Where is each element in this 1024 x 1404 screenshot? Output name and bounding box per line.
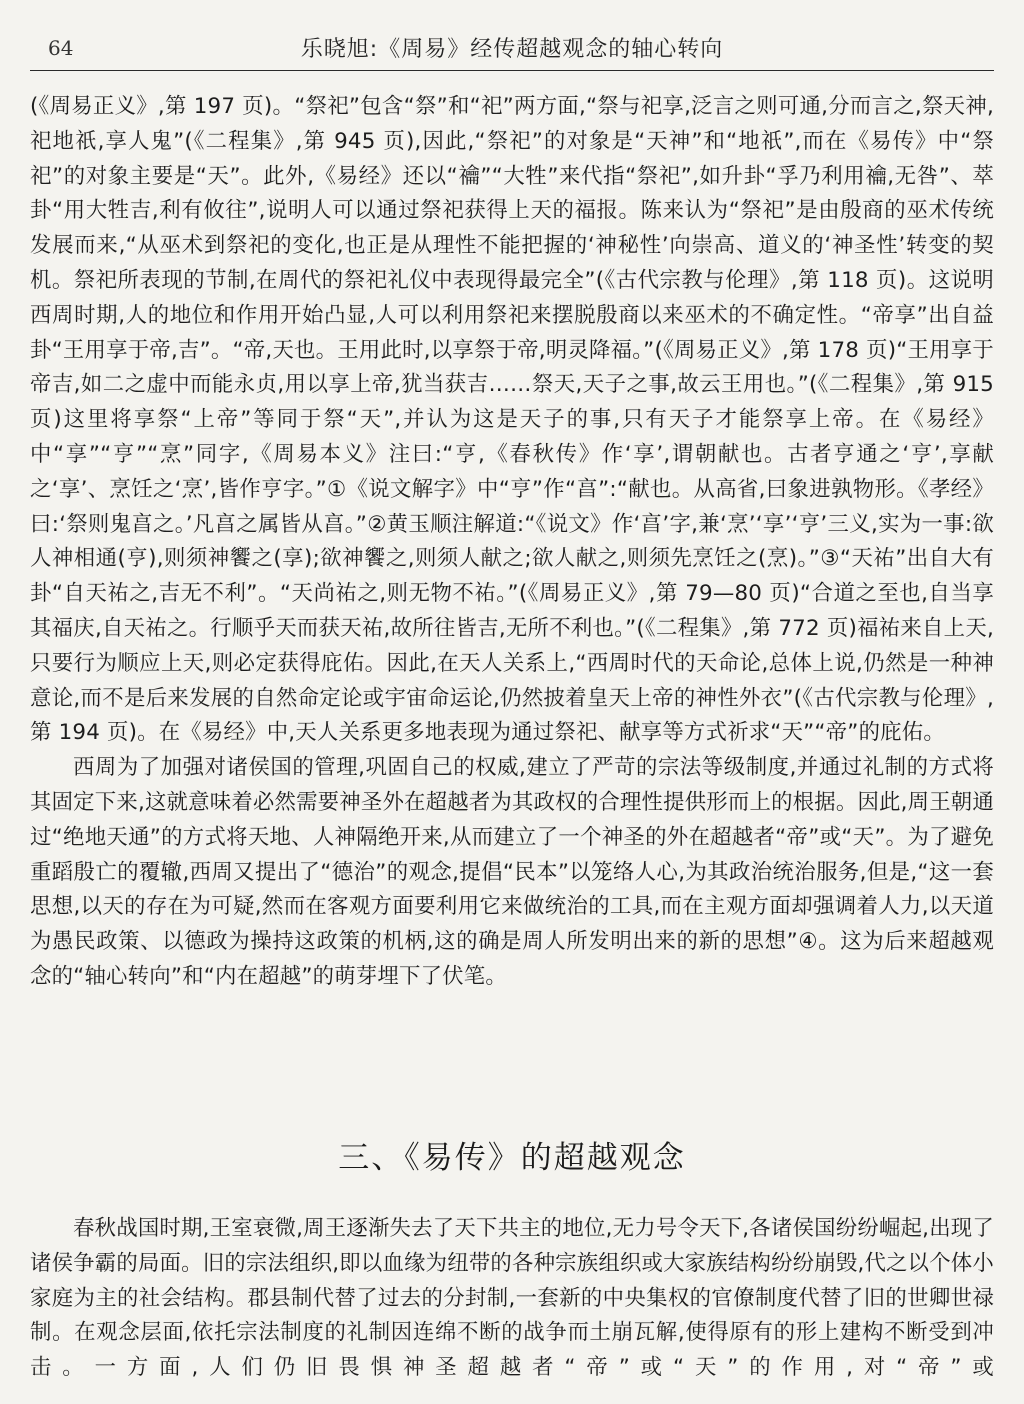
paragraph: 西周为了加强对诸侯国的管理,巩固自己的权威,建立了严苛的宗法等级制度,并通过礼制的方式将其固定下来,这就意味着必然需要神圣外在超越者为其政权的合理性提供形而上的根据。因此,周王朝通过“绝地天通”的方式将天地、人神隔绝开来,从而建立了一个神圣的外在超越者“帝”或“天”。为了避免重蹈殷亡的覆辙,西周又提出了“德治”的观念,提倡“民本”以笼络人心,为其政治统治服务,但是,“这一套思想,以天的存在为可疑,然而在客观方面要利用它来做统治的工具,而在主观方面却强调着人力,以天道为愚民政策、以德政为操持这政策的机柄,这的确是周人所发明出来的新的思想”④。这为后来超越观念的“轴心转向”和“内在超越”的萌芽埋下了伏笔。 [30, 755, 994, 989]
page-header [30, 22, 994, 71]
running-title: 乐晓旭:《周易》经传超越观念的轴心转向 [300, 37, 724, 62]
paragraph: (《周易正义》,第 197 页)。“祭祀”包含“祭”和“祀”两方面,“祭与祀享,泛言之则可通,分而言之,祭天神,祀地祇,享人鬼”(《二程集》,第 945 页),因此,“祭祀”的对象是“天神”和“地祇”,而在《易传》中“祭祀”的对象主要是“天”。此外,《易经》还以“禴”“大牲”来代指“祭祀”,如升卦“孚乃利用禴,无咎”、萃卦“用大牲吉,利有攸往”,说明人可以通过祭祀获得上天的福报。陈来认为“祭祀”是由殷商的巫术传统发展而来,“从巫术到祭祀的变化,也正是从理性不能把握的‘神秘性’向崇高、道义的‘神圣性’转变的契机。祭祀所表现的节制,在周代的祭祀礼仪中表现得最完全”(《古代宗教与伦理》,第 118 页)。这说明西周时期,人的地位和作用开始凸显,人可以利用祭祀来摆脱殷商以来巫术的不确定性。“帝享”出自益卦“王用享于帝,吉”。“帝,天也。王用此时,以享祭于帝,明灵降福。”(《周易正义》,第 178 页)“王用享于帝吉,如二之虚中而能永贞,用以享上帝,犹当获吉……祭天,天子之事,故云王用也。”(《二程集》,第 915 页)这里将享祭“上帝”等同于祭“天”,并认为这是天子的事,只有天子才能祭享上帝。在《易经》中“享”“亨”“烹”同字,《周易本义》注曰:“亨,《春秋传》作‘享’,谓朝献也。古者亨通之‘亨’,享献之‘享’、烹饪之‘烹’,皆作亨字。”①《说文解字》中“亨”作“亯”:“献也。从高省,曰象进孰物形。《孝经》曰:‘祭则鬼亯之。’凡亯之属皆从亯。”②黄玉顺注解道:“《说文》作‘亯’字,兼‘烹’‘享’‘亨’三义,实为一事:欲人神相通(亨),则须神饗之(享);欲神饗之,则须人献之;欲人献之,则须先烹饪之(烹)。”③“天祐”出自大有卦“自天祐之,吉无不利”。“天尚祐之,则无物不祐。”(《周易正义》,第 79—80 页)“合道之至也,自当享其福庆,自天祐之。行顺乎天而获天祐,故所往皆吉,无所不利也。”(《二程集》,第 772 页)福祐来自上天,只要行为顺应上天,则必定获得庇佑。因此,在天人关系上,“西周时代的天命论,总体上说,仍然是一种神意论,而不是后来发展的自然命定论或宇宙命运论,仍然披着皇天上帝的神性外衣”(《古代宗教与伦理》,第 194 页)。在《易经》中,天人关系更多地表现为通过祭祀、献享等方式祈求“天”“帝”的庇佑。 [30, 94, 994, 746]
section-body-text [30, 1212, 994, 1386]
page-number: 64 [48, 36, 74, 60]
paragraph: 春秋战国时期,王室衰微,周王逐渐失去了天下共主的地位,无力号令天下,各诸侯国纷纷崛起,出现了诸侯争霸的局面。旧的宗法组织,即以血缘为纽带的各种宗族组织或大家族结构纷纷崩毁,代之以个体小家庭为主的社会结构。郡县制代替了过去的分封制,一套新的中央集权的官僚制度代替了旧的世卿世禄制。在观念层面,依托宗法制度的礼制因连绵不断的战争而土崩瓦解,使得原有的形上建构不断受到冲击。一方面,人们仍旧畏惧神圣超越者“帝”或“天”的作用,对“帝”或 [30, 1216, 994, 1381]
body-text-block [30, 90, 994, 995]
section-heading: 三、《易传》的超越观念 [338, 1140, 686, 1176]
